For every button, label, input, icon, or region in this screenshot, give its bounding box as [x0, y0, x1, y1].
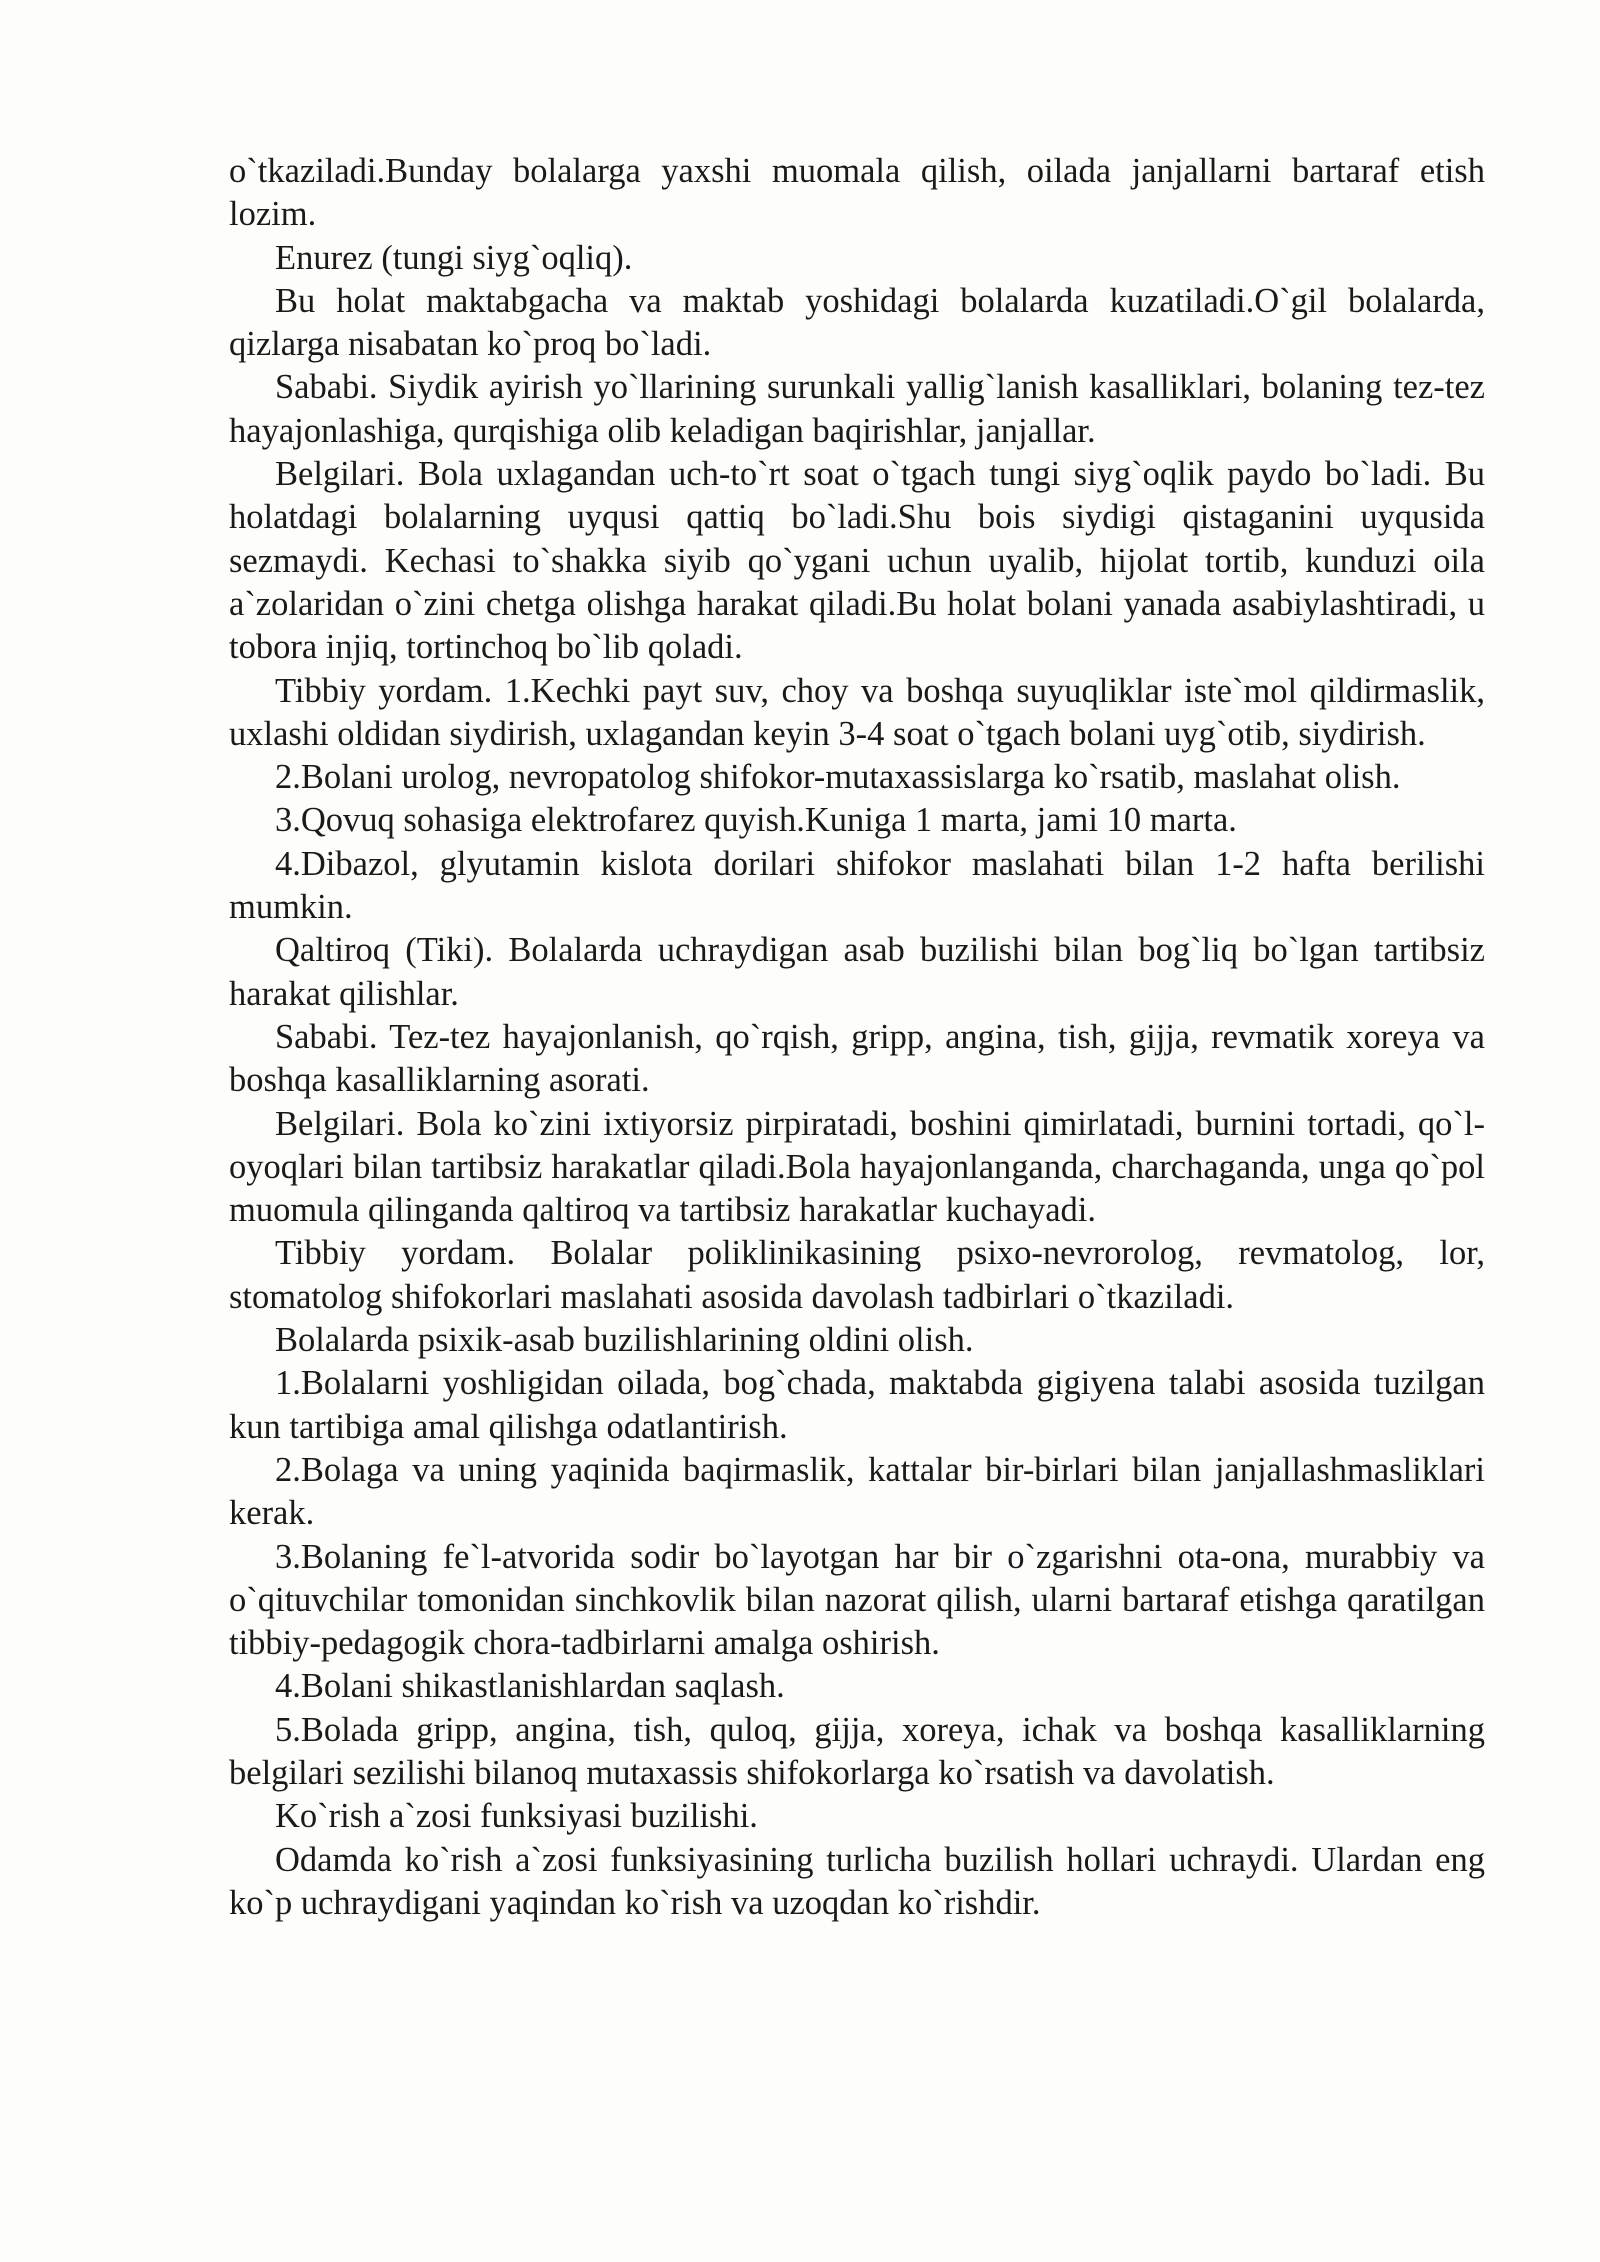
paragraph-16: 2.Bolaga va uning yaqinida baqirmaslik, kattalar bir-birlari bilan janjallashmasliklari kerak. [229, 1450, 1485, 1533]
paragraph-12: Belgilari. Bola ko`zini ixtiyorsiz pirpiratadi, boshini qimirlatadi, burnini tortadi, qo`l-oyoqlari bilan tartibsiz harakatlar qiladi.Bola hayajonlanganda, charchaganda, unga qo`pol muomula qilinganda qaltiroq va tartibsiz harakatlar kuchayadi. [229, 1104, 1485, 1230]
section-heading-enurez: Enurez (tungi siyg`oqliq). [275, 238, 633, 277]
paragraph-21: Odamda ko`rish a`zosi funksiyasining turlicha buzilish hollari uchraydi. Ulardan eng ko`p uchraydigani yaqindan ko`rish va uzoqdan ko`rishdir. [229, 1840, 1485, 1922]
section-heading-vision: Ko`rish a`zosi funksiyasi buzilishi. [275, 1797, 758, 1836]
paragraph-10: Qaltiroq (Tiki). Bolalarda uchraydigan asab buzilishi bilan bog`liq bo`lgan tartibsiz harakat qilishlar. [229, 931, 1485, 1013]
paragraph-3: Bu holat maktabgacha va maktab yoshidagi bolalarda kuzatiladi.O`gil bolalarda, qizlarga nisabatan ko`proq bo`ladi. [229, 281, 1485, 364]
paragraph-17: 3.Bolaning fe`l-atvorida sodir bo`layotgan har bir o`zgarishni ota-ona, murabbiy va o`qituvchilar tomonidan sinchkovlik bilan nazorat qilish, ularni bartaraf etishga qaratilgan tibbiy-pedagogik chora-tadbirlarni amalga oshirish. [229, 1537, 1485, 1663]
paragraph-6: Tibbiy yordam. 1.Kechki payt suv, choy va boshqa suyuqliklar iste`mol qildirmaslik, uxlashi oldidan siydirish, uxlagandan keyin 3-4 soat o`tgach bolani uyg`otib, siydirish. [229, 671, 1485, 753]
paragraph-9: 4.Dibazol, glyutamin kislota dorilari shifokor maslahati bilan 1-2 hafta berilishi mumkin. [229, 844, 1485, 927]
section-heading-prevention: Bolalarda psixik-asab buzilishlarining oldini olish. [275, 1321, 974, 1360]
document-body [229, 150, 1485, 1925]
paragraph-13: Tibbiy yordam. Bolalar poliklinikasining psixo-nevrorolog, revmatolog, lor, stomatolog shifokorlari maslahati asosida davolash tadbirlari o`tkaziladi. [229, 1234, 1485, 1316]
paragraph-7: 2.Bolani urolog, nevropatolog shifokor-mutaxassislarga ko`rsatib, maslahat olish. [275, 758, 1401, 797]
paragraph-5: Belgilari. Bola uxlagandan uch-to`rt soat o`tgach tungi siyg`oqlik paydo bo`ladi. Bu holatdagi bolalarning uyqusi qattiq bo`ladi.Shu bois siydigi qistaganini uyqusida sezmaydi. Kechasi to`shakka siyib qo`ygani uchun uyalib, hijolat tortib, kunduzi oila a`zolaridan o`zini chetga olishga harakat qiladi.Bu holat bolani yanada asabiylashtiradi, u tobora injiq, tortinchoq bo`lib qoladi. [229, 455, 1485, 667]
paragraph-8: 3.Qovuq sohasiga elektrofarez quyish.Kuniga 1 marta, jami 10 marta. [275, 801, 1237, 840]
paragraph-18: 4.Bolani shikastlanishlardan saqlash. [275, 1667, 785, 1706]
paragraph-1: o`tkaziladi.Bunday bolalarga yaxshi muomala qilish, oilada janjallarni bartaraf etish lozim. [229, 152, 1485, 234]
paragraph-15: 1.Bolalarni yoshligidan oilada, bog`chada, maktabda gigiyena talabi asosida tuzilgan kun tartibiga amal qilishga odatlantirish. [229, 1364, 1485, 1446]
paragraph-4: Sababi. Siydik ayirish yo`llarining surunkali yallig`lanish kasalliklari, bolaning tez-tez hayajonlashiga, qurqishiga olib keladigan baqirishlar, janjallar. [229, 368, 1485, 450]
paragraph-19: 5.Bolada gripp, angina, tish, quloq, gijja, xoreya, ichak va boshqa kasalliklarning belgilari sezilishi bilanoq mutaxassis shifokorlarga ko`rsatish va davolatish. [229, 1710, 1485, 1792]
paragraph-11: Sababi. Tez-tez hayajonlanish, qo`rqish, gripp, angina, tish, gijja, revmatik xoreya va boshqa kasalliklarning asorati. [229, 1017, 1485, 1100]
